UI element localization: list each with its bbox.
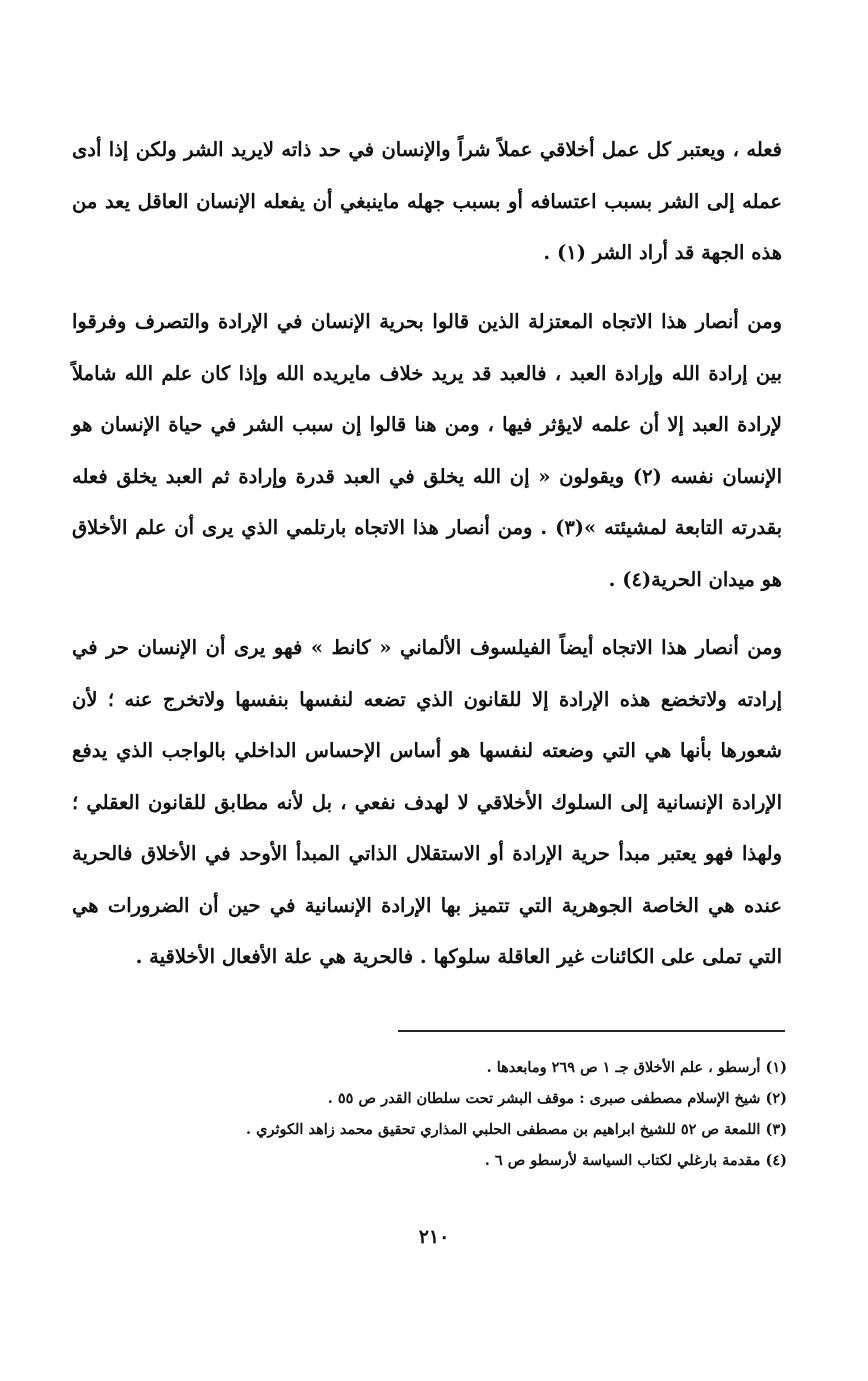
paragraph-2: ومن أنصار هذا الاتجاه المعتزلة الذين قالوا بحرية الإنسان في الإرادة والتصرف وفرقوا بين إرادة الله وإرادة العبد ، فالعبد قد يريد خلاف مايريده الله وإذا كان علم الله شاملاً لإرادة العبد إلا أن علمه لايؤثر فيها ، ومن هنا قالوا إن سبب الشر في حياة الإنسان هو الإنسان نفسه (٢) ويقولون « إن الله يخلق في العبد قدرة وإرادة ثم العبد يخلق فعله بقدرته التابعة لمشيئته »(٣) . ومن أنصار هذا الاتجاه بارتلمي الذي يرى أن علم الأخلاق هو ميدان الحرية(٤) . [72, 310, 782, 591]
footnote-1: (١) أرسطو ، علم الأخلاق جـ ١ ص ٢٦٩ ومابعدها . [486, 1059, 787, 1076]
paragraph-1: فعله ، ويعتبر كل عمل أخلاقي عملاً شراً والإنسان في حد ذاته لايريد الشر ولكن إذا أدى عمله إلى الشر بسبب اعتسافه أو بسبب جهله ماينبغي أن يفعله الإنسان العاقل يعد من هذه الجهة قد أراد الشر (١) . [72, 138, 782, 264]
footnote-separator [398, 1030, 785, 1032]
footnotes [150, 1052, 787, 1176]
body-text-block-2 [72, 296, 782, 605]
paragraph-3: ومن أنصار هذا الاتجاه أيضاً الفيلسوف الألماني « كانط » فهو يرى أن الإنسان حر في إرادته ولاتخضع هذه الإرادة إلا للقانون الذي تضعه لنفسها بنفسها ولاتخرج عنه ؛ لأن شعورها بأنها هي التي وضعته لنفسها هو أساس الإحساس الداخلي بالواجب الذي يدفع الإرادة الإنسانية إلى السلوك الأخلاقي لا لهدف نفعي ، بل لأنه مطابق للقانون العقلي ؛ ولهذا فهو يعتبر مبدأ حرية الإرادة أو الاستقلال الذاتي المبدأ الأوحد في الأخلاق فالحرية عنده هي الخاصة الجوهرية التي تتميز بها الإرادة الإنسانية في حين أن الضرورات هي التي تملى على الكائنات غير العاقلة سلوكها . فالحرية هي علة الأفعال الأخلاقية . [72, 636, 782, 968]
footnote-4: (٤) مقدمة بارغلي لكتاب السياسة لأرسطو ص ٦ . [484, 1152, 787, 1169]
footnote-2: (٢) شيخ الإسلام مصطفى صبرى : موقف البشر تحت سلطان القدر ص ٥٥ . [327, 1090, 787, 1107]
body-text-block-1 [72, 124, 782, 279]
page-number: ٢١٠ [418, 1226, 450, 1248]
body-text-block-3 [72, 622, 782, 983]
footnote-3: (٣) اللمعة ص ٥٢ للشيخ ابراهيم بن مصطفى الحلبي المذاري تحقيق محمد زاهد الكوثري . [246, 1121, 787, 1138]
